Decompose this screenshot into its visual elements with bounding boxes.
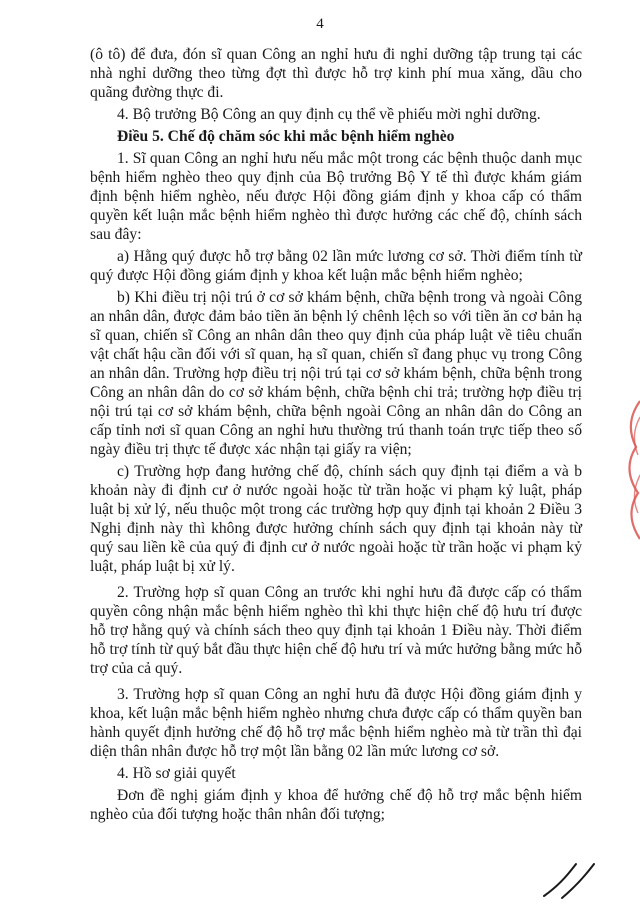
paragraph-point-a: a) Hằng quý được hỗ trợ bằng 02 lần mức lương cơ sở. Thời điểm tính từ quý được Hội đồng giám định y khoa kết luận mắc bệnh hiểm nghèo; xyxy=(90,248,582,284)
paragraph-point-b: b) Khi điều trị nội trú ở cơ sở khám bệnh, chữa bệnh trong và ngoài Công an nhân dân, được đảm bảo tiền ăn bệnh lý chênh lệch so với tiền ăn cơ bản hạ sĩ quan, chiến sĩ Công an nhân dân theo quy định của pháp luật về tiêu chuẩn vật chất hậu cần đối với sĩ quan, hạ sĩ quan, chiến sĩ đang phục vụ trong Công an nhân dân. Trường hợp điều trị nội trú tại cơ sở khám bệnh, chữa bệnh trong Công an nhân dân do cơ sở khám bệnh, chữa bệnh chi trả; trường hợp điều trị nội trú tại cơ sở khám bệnh, chữa bệnh ngoài Công an nhân dân do Công an cấp tỉnh nơi sĩ quan Công an nghỉ hưu thường trú thanh toán trực tiếp theo số ngày điều trị thực tế được xác nhận tại giấy ra viện; xyxy=(90,289,582,458)
page-number: 4 xyxy=(316,16,324,32)
paragraph-clause-3: 3. Trường hợp sĩ quan Công an nghỉ hưu đã được Hội đồng giám định y khoa, kết luận mắc bệnh hiểm nghèo nhưng chưa được cấp có thẩm quyền ban hành quyết định hưởng chế độ hỗ trợ mắc bệnh hiểm nghèo mà từ trần thì đại diện thân nhân được hỗ trợ một lần bằng 02 lần mức lương cơ sở. xyxy=(90,686,582,760)
paragraph-clause-4: 4. Bộ trưởng Bộ Công an quy định cụ thể về phiếu mời nghỉ dưỡng. xyxy=(117,106,541,123)
signature-mark xyxy=(540,860,610,900)
paragraph-continuation: (ô tô) để đưa, đón sĩ quan Công an nghỉ hưu đi nghỉ dưỡng tập trung tại các nhà nghỉ dưỡng theo từng đợt thì được hỗ trợ kinh phí mua xăng, dầu cho quãng đường thực đi. xyxy=(90,46,582,101)
red-seal-fragment xyxy=(618,395,640,545)
paragraph-clause-1: 1. Sĩ quan Công an nghỉ hưu nếu mắc một trong các bệnh thuộc danh mục bệnh hiểm nghèo theo quy định của Bộ trưởng Bộ Y tế thì được khám giám định bệnh hiểm nghèo, nếu được Hội đồng giám định y khoa cấp có thẩm quyền kết luận mắc bệnh hiểm nghèo thì được hưởng các chế độ, chính sách sau đây: xyxy=(90,150,582,243)
paragraph-clause-2: 2. Trường hợp sĩ quan Công an trước khi nghỉ hưu đã được cấp có thẩm quyền công nhận mắc bệnh hiểm nghèo thì khi thực hiện chế độ hưu trí được hỗ trợ hằng quý và chính sách theo quy định tại khoản 1 Điều này. Thời điểm hỗ trợ tính từ quý bắt đầu thực hiện chế độ hưu trí và mức hưởng bằng mức hỗ trợ của cả quý. xyxy=(90,584,582,677)
paragraph-application: Đơn đề nghị giám định y khoa để hưởng chế độ hỗ trợ mắc bệnh hiểm nghèo của đối tượng hoặc thân nhân đối tượng; xyxy=(90,787,582,823)
document-body xyxy=(90,45,582,827)
paragraph-point-c: c) Trường hợp đang hưởng chế độ, chính sách quy định tại điểm a và b khoản này đi định cư ở nước ngoài hoặc từ trần hoặc vi phạm kỷ luật, pháp luật bị xử lý, nếu thuộc một trong các trường hợp quy định tại khoản 2 Điều 3 Nghị định này thì không được hưởng chính sách quy định tại khoản này từ quý sau liền kề của quý đi định cư ở nước ngoài hoặc từ trần hoặc vi phạm kỷ luật, pháp luật bị xử lý. xyxy=(90,463,582,575)
paragraph-clause-4-dossier: 4. Hồ sơ giải quyết xyxy=(117,765,236,782)
article-5-heading: Điều 5. Chế độ chăm sóc khi mắc bệnh hiểm nghèo xyxy=(117,128,455,145)
